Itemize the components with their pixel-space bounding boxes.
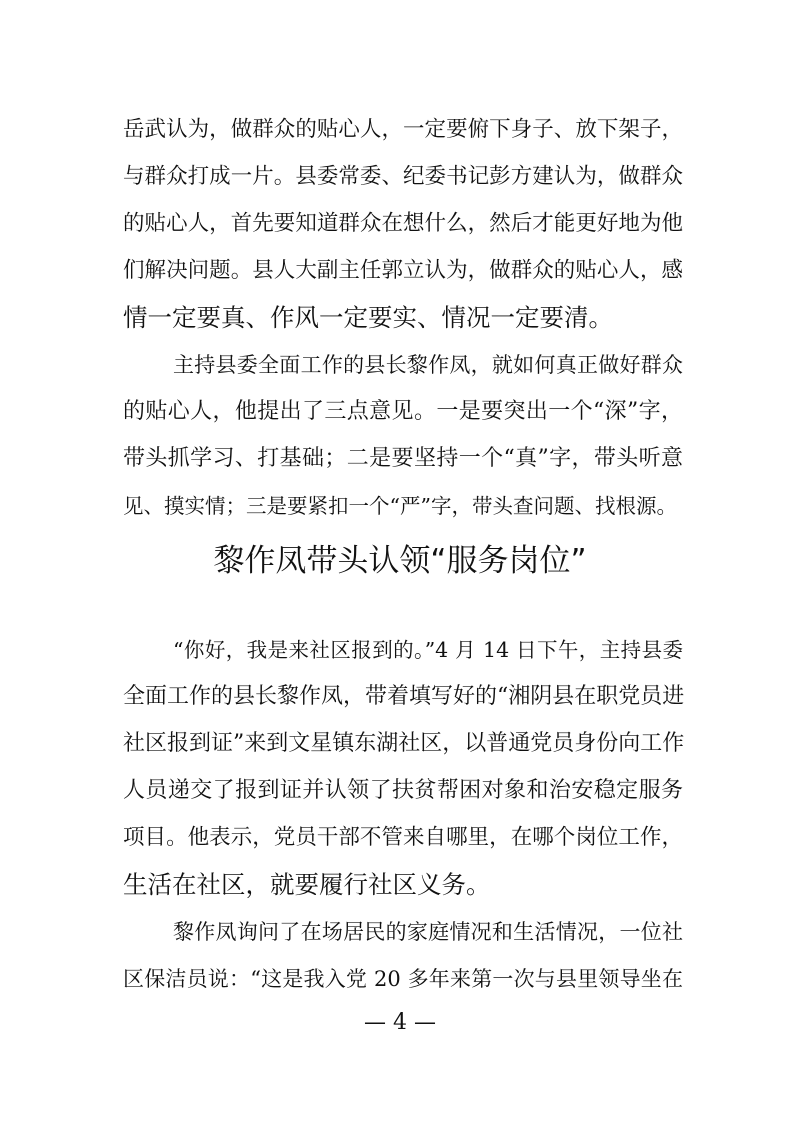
- paragraph-1-line-5: 情一定要真、作风一定要实、情况一定要清。: [123, 303, 613, 332]
- paragraph-2-line-4: 见、摸实情；三是要紧扣一个“严”字，带头查问题、找根源。: [123, 494, 677, 518]
- paragraph-4-line-1: 黎作凤询问了在场居民的家庭情况和生活情况，一位社: [173, 920, 683, 944]
- paragraph-3-line-5: 项目。他表示，党员干部不管来自哪里，在哪个岗位工作，: [123, 825, 683, 850]
- paragraph-1-line-2: 与群众打成一片。县委常委、纪委书记彭方建认为，做群众: [123, 164, 683, 189]
- paragraph-3-line-2: 全面工作的县长黎作凤，带着填写好的“湘阴县在职党员进: [123, 684, 685, 709]
- section-heading: 黎作凤带头认领“服务岗位”: [213, 543, 587, 579]
- paragraph-4-line-2: 区保洁员说：“这是我入党 20 多年来第一次与县里领导坐在: [123, 967, 683, 991]
- paragraph-3-line-4: 人员递交了报到证并认领了扶贫帮困对象和治安稳定服务: [123, 778, 683, 803]
- paragraph-3-line-6: 生活在社区，就要履行社区义务。: [123, 870, 491, 899]
- paragraph-2-line-3: 带头抓学习、打基础；二是要坚持一个“真”字，带头听意: [123, 446, 683, 471]
- paragraph-1-line-1: 岳武认为，做群众的贴心人，一定要俯下身子、放下架子，: [123, 117, 683, 142]
- paragraph-1-line-3: 的贴心人，首先要知道群众在想什么，然后才能更好地为他: [123, 211, 683, 236]
- paragraph-1-line-4: 们解决问题。县人大副主任郭立认为，做群众的贴心人，感: [123, 258, 683, 283]
- paragraph-2-line-2: 的贴心人，他提出了三点意见。一是要突出一个“深”字，: [123, 399, 683, 424]
- paragraph-3-line-3: 社区报到证”来到文星镇东湖社区，以普通党员身份向工作: [123, 731, 685, 756]
- page-number: — 4 —: [364, 1010, 436, 1035]
- paragraph-2-line-1: 主持县委全面工作的县长黎作凤，就如何真正做好群众: [173, 353, 683, 377]
- paragraph-3-line-1: “你好，我是来社区报到的。”4 月 14 日下午，主持县委: [173, 638, 683, 662]
